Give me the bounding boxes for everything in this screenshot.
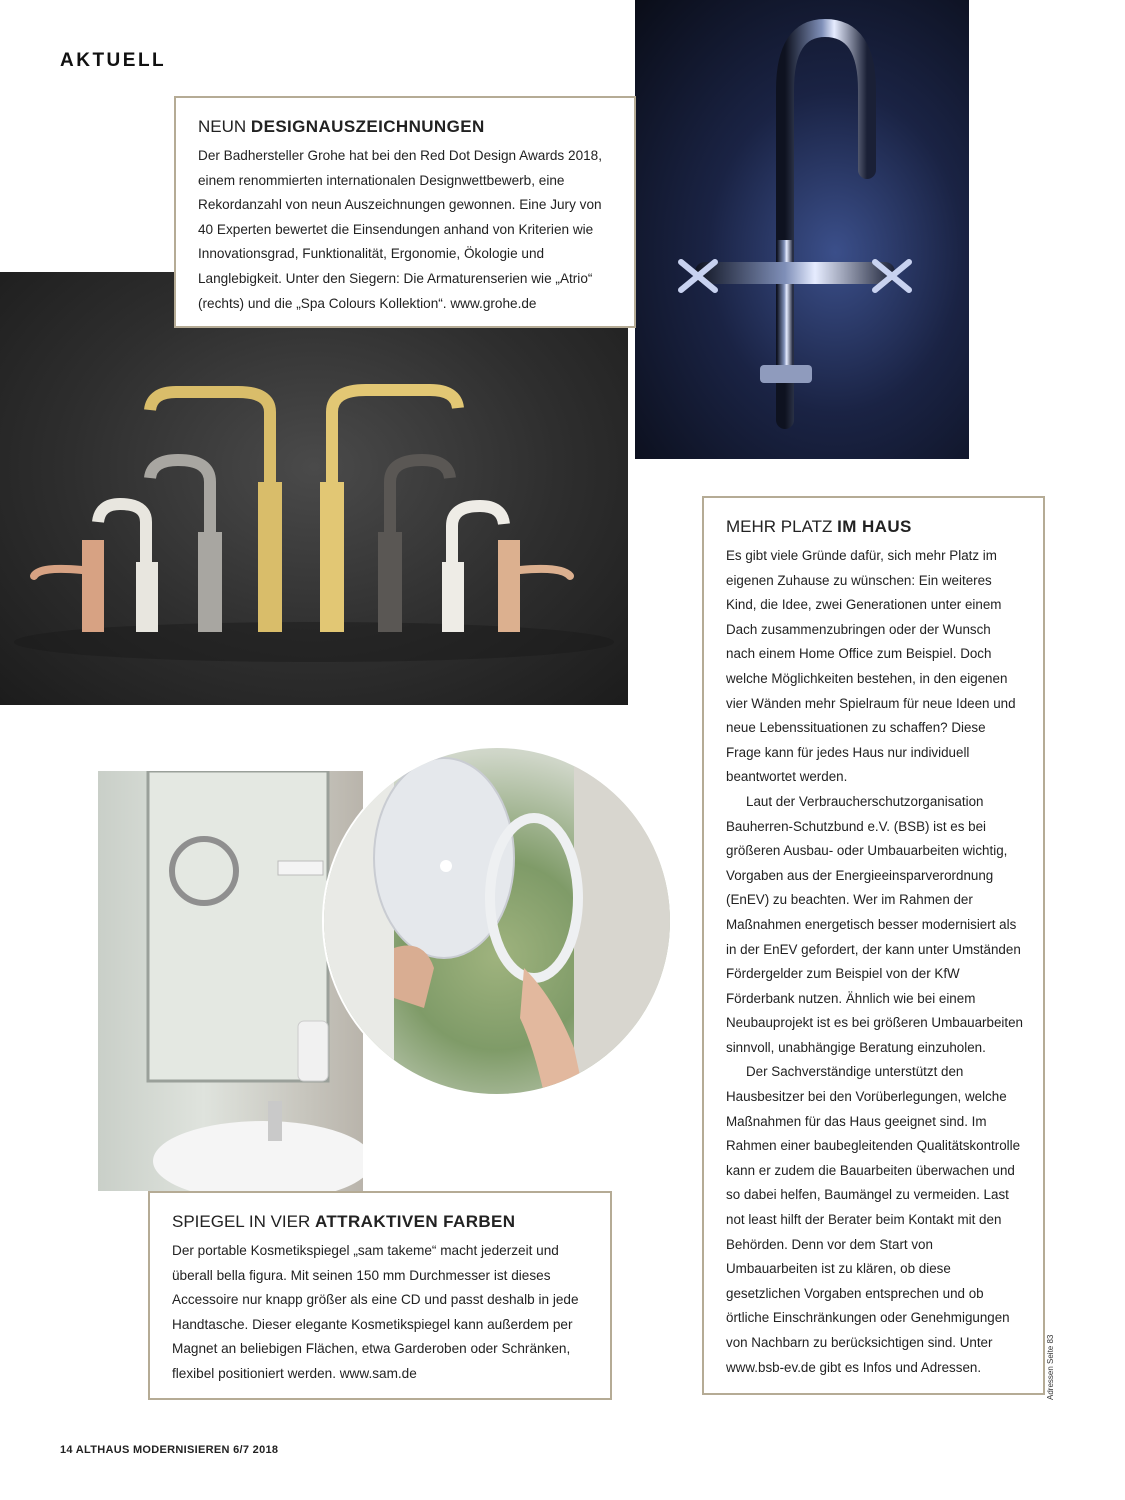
design-awards-body: Der Badhersteller Grohe hat bei den Red Dot Design Awards 2018, einem renommierten internationalen Designwettbewerb, eine Rekordanzahl von neun Auszeichnungen gewonnen. Eine Jury von 40 Experten bewertet die Einsendungen anhand von Kriterien wie Innovationsgrad, Funktionalität, Ergonomie, Ökologie und Langlebigkeit. Unter den Siegern: Die Armaturenserien wie „Atrio“ (rechts) und die „Spa Colours Kollektion“. www.grohe.de xyxy=(198,148,603,311)
design-awards-box xyxy=(174,96,636,328)
mirror-colors-title-bold: ATTRAKTIVEN FARBEN xyxy=(314,1212,516,1231)
mirror-colors-title-light: SPIEGEL IN VIER xyxy=(172,1212,311,1231)
mirror-colors-title xyxy=(172,1211,588,1233)
more-space-title-bold: IM HAUS xyxy=(837,517,912,536)
faucet-steel-medium xyxy=(150,460,222,632)
bathroom-mirror-photo xyxy=(98,771,363,1191)
atrio-faucet-illustration xyxy=(635,0,969,459)
more-space-paragraph-3: Der Sachverständige unterstützt den Hausbesitzer bei den Vorüberlegungen, welche Maßnahmen für das Haus geeignet sind. Im Rahmen einer baubegleitenden Qualitätskontrolle kann er zudem die Bauarbeiten überwachen und so dabei helfen, Baumängel zu vermeiden. Last not least hilft der Berater beim Kontakt mit den Behörden. Denn vor dem Start von Umbauarbeiten ist zu klären, ob diese gesetzlichen Vorgaben entsprechen und ob örtliche Einschränkungen oder Genehmigungen von Nachbarn zu berücksichtigen sind. Unter www.bsb-ev.de gibt es Infos und Adressen. xyxy=(726,1064,1021,1375)
design-awards-title xyxy=(198,116,612,138)
mirror-colors-box xyxy=(148,1191,612,1400)
more-space-title-light: MEHR PLATZ xyxy=(726,517,833,536)
more-space-body xyxy=(726,544,1023,1380)
faucet-collection-photo xyxy=(0,272,628,705)
design-awards-title-bold: DESIGNAUSZEICHNUNGEN xyxy=(250,117,485,136)
mirror-closeup-photo xyxy=(322,746,672,1096)
design-awards-title-light: NEUN xyxy=(198,117,247,136)
faucet-chrome-left xyxy=(98,504,158,632)
faucet-chrome-right xyxy=(442,506,504,632)
more-space-paragraph-2: Laut der Verbraucherschutzorganisation Bauherren-Schutzbund e.V. (BSB) ist es bei größeren Ausbau- oder Umbauarbeiten wichtig, Vorgaben aus der Energieeinsparverordnung (EnEV) zu beachten. Wer im Rahmen der Maßnahmen energetisch besser modernisiert als in der EnEV gefordert, der kann unter Umständen Fördergelder zum Beispiel von der KfW Förderbank nutzen. Ähnlich wie bei einem Neubauprojekt ist es bei größeren Umbauarbeiten sinnvoll, unabhängige Beratung einzuholen. xyxy=(726,793,1023,1055)
address-side-note: Adressen Seite 83 xyxy=(1046,1334,1055,1400)
atrio-faucet-photo xyxy=(635,0,969,459)
more-space-box xyxy=(702,496,1045,1395)
faucet-collection-illustration xyxy=(0,272,628,705)
faucet-rose-small-right xyxy=(498,540,570,632)
section-label: AKTUELL xyxy=(60,50,167,71)
faucet-rose-small xyxy=(34,540,104,632)
mirror-closeup-illustration xyxy=(324,748,670,1094)
faucet-dark-medium xyxy=(378,460,450,632)
mirror-colors-body: Der portable Kosmetikspiegel „sam takeme“ macht jederzeit und überall bella figura. Mit seinen 150 mm Durchmesser ist dieses Accessoire nur knapp größer als eine CD und passt deshalb in jede Handtasche. Dieser elegante Kosmetikspiegel kann außerdem per Magnet an beliebigen Flächen, etwa Garderoben oder Schränken, flexibel positioniert werden. www.sam.de xyxy=(172,1243,579,1381)
bathroom-illustration xyxy=(98,771,363,1191)
more-space-title xyxy=(726,516,1023,538)
page-footer: 14 ALTHAUS MODERNISIEREN 6/7 2018 xyxy=(60,1444,279,1456)
more-space-paragraph-1: Es gibt viele Gründe dafür, sich mehr Platz im eigenen Zuhause zu wünschen: Ein weiteres Kind, die Idee, zwei Generationen unter einem Dach zusammenzubringen oder der Wunsch nach einem Home Office zum Beispiel. Doch welche Möglichkeiten bestehen, in den eigenen vier Wänden mehr Spielraum für neue Ideen und neue Lebenssituationen zu schaffen? Diese Frage kann für jedes Haus nur individuell beantwortet werden. xyxy=(726,548,1016,785)
